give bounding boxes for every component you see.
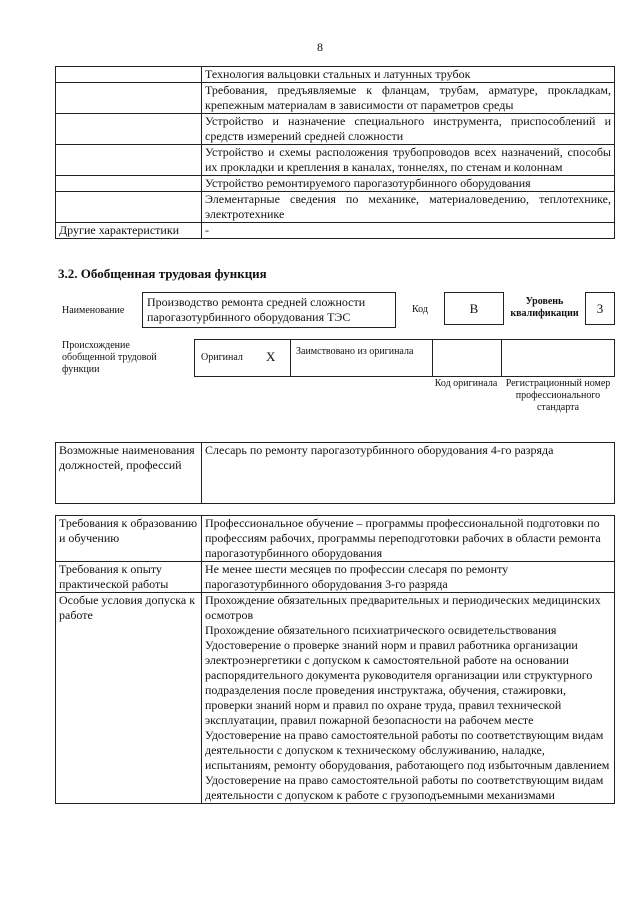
original-label: Оригинал: [201, 352, 243, 363]
divider: [501, 340, 502, 376]
table-cell-right: Технология вальцовки стальных и латунных трубок: [202, 67, 615, 83]
requirement-label: Особые условия допуска к работе: [56, 593, 202, 804]
origin-grid: [194, 339, 615, 377]
requirement-line: Удостоверение о проверке знаний норм и правил работника организации электроэнергетики с допуском к самостоятельной работе на основании распорядительного документа руководителя организации или структурного подразделения после проведения инструктажа, обучения, стажировки, проверки знаний норм и правил по охране труда, правил технической эксплуатации, правил пожарной безопасности на рабочем месте: [205, 638, 593, 727]
table-row: [56, 516, 615, 562]
table-cell-right: Устройство ремонтируемого парогазотурбинного оборудования: [202, 176, 615, 192]
table-cell-left: [56, 83, 202, 114]
table-cell-left: [56, 192, 202, 223]
table-row: [56, 443, 615, 504]
divider: [290, 340, 291, 376]
requirement-value: [202, 516, 615, 562]
requirement-line: Прохождение обязательного психиатрического освидетельствования: [205, 623, 557, 637]
knowledge-table: [55, 66, 615, 239]
requirement-line: Прохождение обязательных предварительных и периодических медицинских осмотров: [205, 593, 601, 622]
level-box: [585, 292, 615, 325]
requirements-table: [55, 515, 615, 804]
code-box: [444, 292, 504, 325]
original-mark: X: [266, 349, 276, 364]
table-cell-left: [56, 145, 202, 176]
table-row: [56, 83, 615, 114]
table-cell-left: Другие характеристики: [56, 223, 202, 239]
table-cell-right: Устройство и назначение специального инструмента, приспособлений и средств измерений средней сложности: [202, 114, 615, 145]
borrowed-label: Заимствовано из оригинала: [296, 346, 414, 357]
table-cell-right: -: [202, 223, 615, 239]
function-name-value: Производство ремонта средней сложности парогазотурбинного оборудования ТЭС: [147, 295, 366, 324]
table-row: [56, 562, 615, 593]
positions-label: Возможные наименования должностей, профессий: [56, 443, 202, 504]
positions-table: [55, 442, 615, 504]
code-value: B: [469, 301, 479, 316]
requirement-line: Не менее шести месяцев по профессии слесаря по ремонту парогазотурбинного оборудования 3-го разряда: [205, 562, 509, 591]
function-name-box: [142, 292, 396, 328]
table-cell-left: [56, 176, 202, 192]
requirement-label: Требования к опыту практической работы: [56, 562, 202, 593]
positions-value: Слесарь по ремонту парогазотурбинного оборудования 4-го разряда: [202, 443, 615, 504]
table-row: [56, 593, 615, 804]
requirement-label: Требования к образованию и обучению: [56, 516, 202, 562]
table-row: [56, 67, 615, 83]
origin-label: Происхождение обобщенной трудовой функции: [62, 340, 157, 375]
table-row: [56, 114, 615, 145]
section-title: 3.2. Обобщенная трудовая функция: [58, 266, 267, 281]
reg-number-caption: Регистрационный номер профессионального стандарта: [505, 378, 611, 413]
table-cell-left: [56, 67, 202, 83]
table-row: [56, 192, 615, 223]
requirement-line: Профессиональное обучение – программы профессиональной подготовки по профессиям рабочих, программы переподготовки рабочих в области ремонта парогазотурбинного оборудования: [205, 516, 601, 560]
code-original-caption: Код оригинала: [434, 378, 498, 389]
table-cell-left: [56, 114, 202, 145]
divider: [432, 340, 433, 376]
table-cell-right: Требования, предъявляемые к фланцам, трубам, арматуре, прокладкам, крепежным материалам в зависимости от параметров среды: [202, 83, 615, 114]
requirement-line: Удостоверение на право самостоятельной работы по соответствующим видам деятельности с допуском к работе с грузоподъемными механизмами: [205, 773, 604, 802]
table-cell-right: Устройство и схемы расположения трубопроводов всех назначений, способы их прокладки и крепления в каналах, тоннелях, по стенам и колоннам: [202, 145, 615, 176]
requirement-line: Удостоверение на право самостоятельной работы по соответствующим видам деятельности с допуском к техническому обслуживанию, наладке, испытаниям, ремонту оборудования, работающего под избыточным давлением: [205, 728, 610, 772]
level-value: 3: [596, 301, 604, 316]
page-number: 8: [317, 40, 323, 54]
requirement-value: [202, 562, 615, 593]
requirement-value: [202, 593, 615, 804]
name-label: Наименование: [62, 305, 125, 316]
level-label: Уровень квалификации: [510, 296, 579, 319]
table-row: [56, 176, 615, 192]
table-row: [56, 223, 615, 239]
table-row: [56, 145, 615, 176]
code-label: Код: [412, 304, 428, 315]
table-cell-right: Элементарные сведения по механике, материаловедению, теплотехнике, электротехнике: [202, 192, 615, 223]
